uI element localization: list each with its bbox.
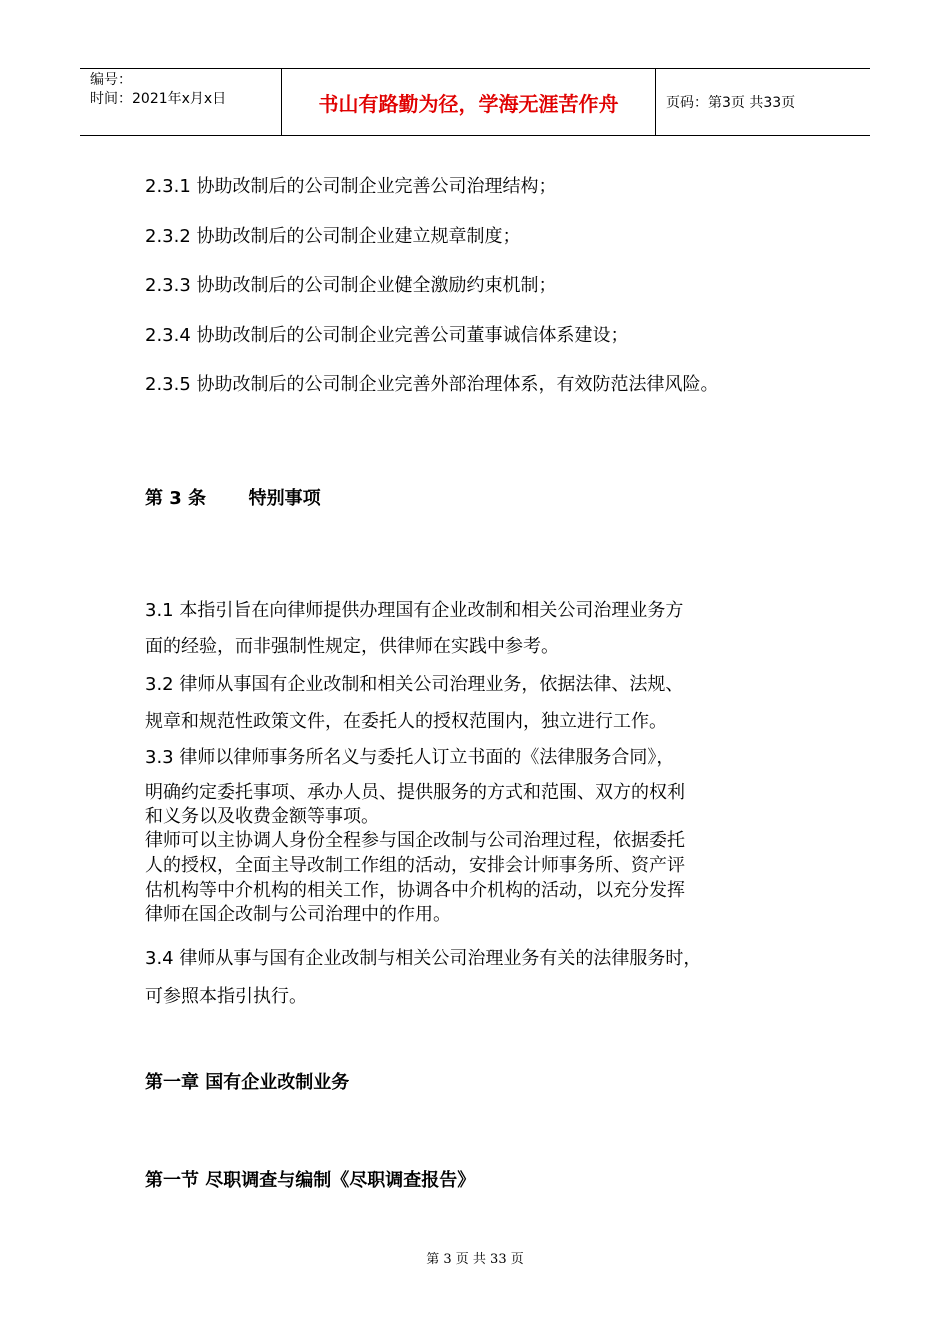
paragraph-3-2-line-2: 规章和规范性政策文件，在委托人的授权范围内，独立进行工作。	[145, 711, 667, 732]
list-item-text: 协助改制后的公司制企业完善公司董事诚信体系建设；	[196, 325, 629, 346]
list-item-text: 协助改制后的公司制企业建立规章制度；	[196, 226, 521, 247]
paragraph-3-1-line-1	[145, 596, 683, 622]
list-item-text: 协助改制后的公司制企业完善公司治理结构；	[196, 176, 557, 197]
header-meta	[80, 69, 282, 135]
page-header	[80, 68, 870, 136]
list-item	[145, 370, 719, 396]
header-number-label: 编号：	[90, 72, 132, 88]
page-footer: 第 3 页 共 33 页	[426, 1252, 524, 1267]
header-motto: 书山有路勤为径，学海无涯苦作舟	[282, 69, 656, 135]
header-time-label: 时间：2021年x月x日	[90, 91, 227, 107]
article-heading	[145, 484, 321, 510]
paragraph-3-3-line-6: 估机构等中介机构的相关工作，协调各中介机构的活动，以充分发挥	[145, 880, 685, 901]
list-item-number: 2.3.4	[145, 325, 191, 346]
article-number: 第 3 条	[145, 488, 207, 509]
paragraph-number: 3.1	[145, 600, 174, 621]
chapter-heading: 第一章 国有企业改制业务	[145, 1072, 350, 1093]
header-page-info: 页码：第3页 共33页	[666, 95, 796, 111]
article-title: 特别事项	[248, 488, 321, 509]
list-item	[145, 321, 629, 347]
paragraph-3-1-line-2: 面的经验，而非强制性规定，供律师在实践中参考。	[145, 636, 559, 657]
list-item	[145, 172, 557, 198]
paragraph-number: 3.3	[145, 747, 174, 768]
paragraph-3-2-line-1	[145, 670, 683, 696]
list-item-number: 2.3.3	[145, 275, 191, 296]
paragraph-3-4-line-1	[145, 944, 701, 970]
paragraph-text: 本指引旨在向律师提供办理国有企业改制和相关公司治理业务方	[179, 600, 684, 621]
list-item-text: 协助改制后的公司制企业健全激励约束机制；	[196, 275, 557, 296]
paragraph-text: 律师从事国有企业改制和相关公司治理业务，依据法律、法规、	[179, 674, 684, 695]
section-heading: 第一节 尽职调查与编制《尽职调查报告》	[145, 1170, 476, 1191]
paragraph-number: 3.2	[145, 674, 174, 695]
paragraph-3-4-line-2: 可参照本指引执行。	[145, 986, 307, 1007]
list-item	[145, 222, 521, 248]
paragraph-3-3-line-2: 明确约定委托事项、承办人员、提供服务的方式和范围、双方的权利	[145, 782, 685, 803]
paragraph-3-3-line-3: 和义务以及收费金额等事项。	[145, 806, 379, 827]
paragraph-text: 律师从事与国有企业改制与相关公司治理业务有关的法律服务时，	[179, 948, 702, 969]
paragraph-3-3-line-4: 律师可以主协调人身份全程参与国企改制与公司治理过程，依据委托	[145, 830, 685, 851]
paragraph-number: 3.4	[145, 948, 174, 969]
list-item-text: 协助改制后的公司制企业完善外部治理体系，有效防范法律风险。	[196, 374, 719, 395]
list-item-number: 2.3.2	[145, 226, 191, 247]
list-item-number: 2.3.1	[145, 176, 191, 197]
list-item	[145, 271, 557, 297]
list-item-number: 2.3.5	[145, 374, 191, 395]
paragraph-3-3-line-1	[145, 743, 674, 769]
paragraph-text: 律师以律师事务所名义与委托人订立书面的《法律服务合同》，	[179, 747, 675, 768]
paragraph-3-3-line-5: 人的授权，全面主导改制工作组的活动，安排会计师事务所、资产评	[145, 855, 685, 876]
paragraph-3-3-line-7: 律师在国企改制与公司治理中的作用。	[145, 904, 451, 925]
